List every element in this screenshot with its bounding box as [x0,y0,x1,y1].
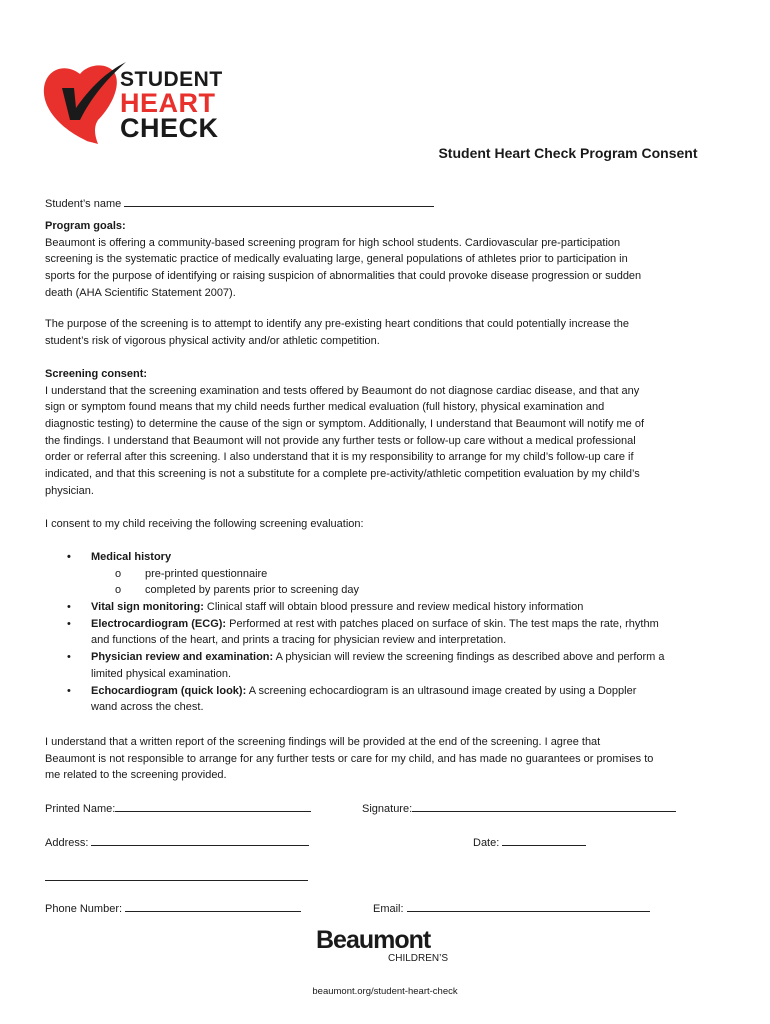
date-input[interactable] [502,834,586,846]
address-field[interactable] [45,834,309,851]
address-line-2-input[interactable] [45,880,308,881]
evaluation-list [45,549,725,716]
goals-text: Beaumont is offering a community-based screening program for high school students. Cardiovascular pre-participation [45,236,621,249]
logo-wordmark [120,68,223,141]
logo-line-2: HEART [120,88,216,118]
phone-input[interactable] [125,900,301,912]
signature-input[interactable] [412,800,676,812]
footer-url: beaumont.org/student-heart-check [312,986,458,997]
item-text: A screening echocardiogram is an ultrasound image created by using a Doppler [246,684,637,697]
consent-text: sign or symptom found means that my child needs further medical evaluation (full history, physical examination and [45,401,605,414]
item-text: A physician will review the screening findings as described above and perform a [273,651,665,664]
goals-text: screening is the systematic practice of medically evaluating large, general populations of athletes prior to participation in [45,253,628,266]
consent-text: indicated, and that this screening is not a substitute for a complete pre-activity/athletic competition evaluation by my child’s [45,468,640,481]
item-text: and functions of the heart, and prints a tracing for physician review and interpretation. [91,634,507,647]
student-name-input[interactable] [124,195,434,207]
list-item-vital-signs [45,599,725,616]
list-item-medical-history: • Medical history [45,549,725,566]
list-item-ecg [45,616,725,633]
email-input[interactable] [407,900,650,912]
goals-text: sports for the purpose of identifying or raising suspicion of abnormalities that could provoke disease progression or sudden [45,270,642,283]
final-text: Beaumont is not responsible to arrange for any further tests or care for my child, and has made no guarantees or promises to [45,752,654,765]
logo-line-1: STUDENT [120,68,223,91]
purpose-section [45,316,629,349]
list-item-echo [45,683,725,700]
beaumont-logo: Beaumont [316,926,431,954]
printed-name-input[interactable] [115,800,311,812]
phone-label: Phone Number: [45,903,123,915]
date-field[interactable] [473,834,586,851]
goals-text: death (AHA Scientific Statement 2007). [45,286,236,299]
address-label: Address: [45,837,89,849]
item-text: Clinical staff will obtain blood pressure and review medical history information [203,601,584,614]
purpose-text: student’s risk of vigorous physical activity and/or athletic competition. [45,334,380,347]
item-title: Vital sign monitoring: [91,601,204,614]
signature-label: Signature: [362,803,413,815]
consent-text: diagnostic testing) to determine the cause of the sign or symptom. Additionally, I understand that Beaumont will notify me of [45,418,645,431]
goals-heading: Program goals: [45,220,126,232]
purpose-text: The purpose of the screening is to attempt to identify any pre-existing heart conditions that could potentially increase the [45,318,629,330]
consent-heading: Screening consent: [45,368,148,380]
signature-field[interactable] [362,800,676,817]
student-name-field[interactable] [45,195,434,212]
list-item-physician [45,649,725,666]
consent-text: the findings. I understand that Beaumont will not provide any further tests or follow-up care without a medical professional [45,434,636,447]
sub-item: o completed by parents prior to screening day [45,582,725,599]
logo-line-3: CHECK [120,113,219,143]
item-text: limited physical examination. [91,667,232,680]
page-title: Student Heart Check Program Consent [438,145,698,161]
phone-field[interactable] [45,900,301,917]
item-title: Echocardiogram (quick look): [91,684,247,697]
final-text: me related to the screening provided. [45,769,227,782]
item-text: wand across the chest. [91,701,204,714]
address-input[interactable] [91,834,309,846]
consent-text: order or referral after this screening. I also understand that it is my responsibility to arrange for my child’s follow-up care if [45,451,634,464]
consent-text: I understand that the screening examination and tests offered by Beaumont do not diagnose cardiac disease, and that any [45,384,640,397]
final-statement [45,734,653,784]
consent-intro: I consent to my child receiving the following screening evaluation: [45,518,364,530]
beaumont-childrens-label: CHILDREN’S [388,953,449,964]
date-label: Date: [473,837,500,849]
screening-consent-section [45,366,644,500]
item-title: Electrocardiogram (ECG): [91,617,227,630]
program-goals-section [45,218,641,301]
heart-check-logo-icon [40,58,130,148]
student-name-label: Student’s name [45,198,122,210]
printed-name-field[interactable] [45,800,311,817]
printed-name-label: Printed Name: [45,803,116,815]
sub-item: o pre-printed questionnaire [45,566,725,583]
email-field[interactable] [373,900,650,917]
final-text: I understand that a written report of the screening findings will be provided at the end of the screening. I agree that [45,736,601,748]
item-title: Physician review and examination: [91,651,274,664]
email-label: Email: [373,903,404,915]
item-text: Performed at rest with patches placed on surface of skin. The test maps the rate, rhythm [226,617,659,630]
consent-text: physician. [45,484,94,497]
